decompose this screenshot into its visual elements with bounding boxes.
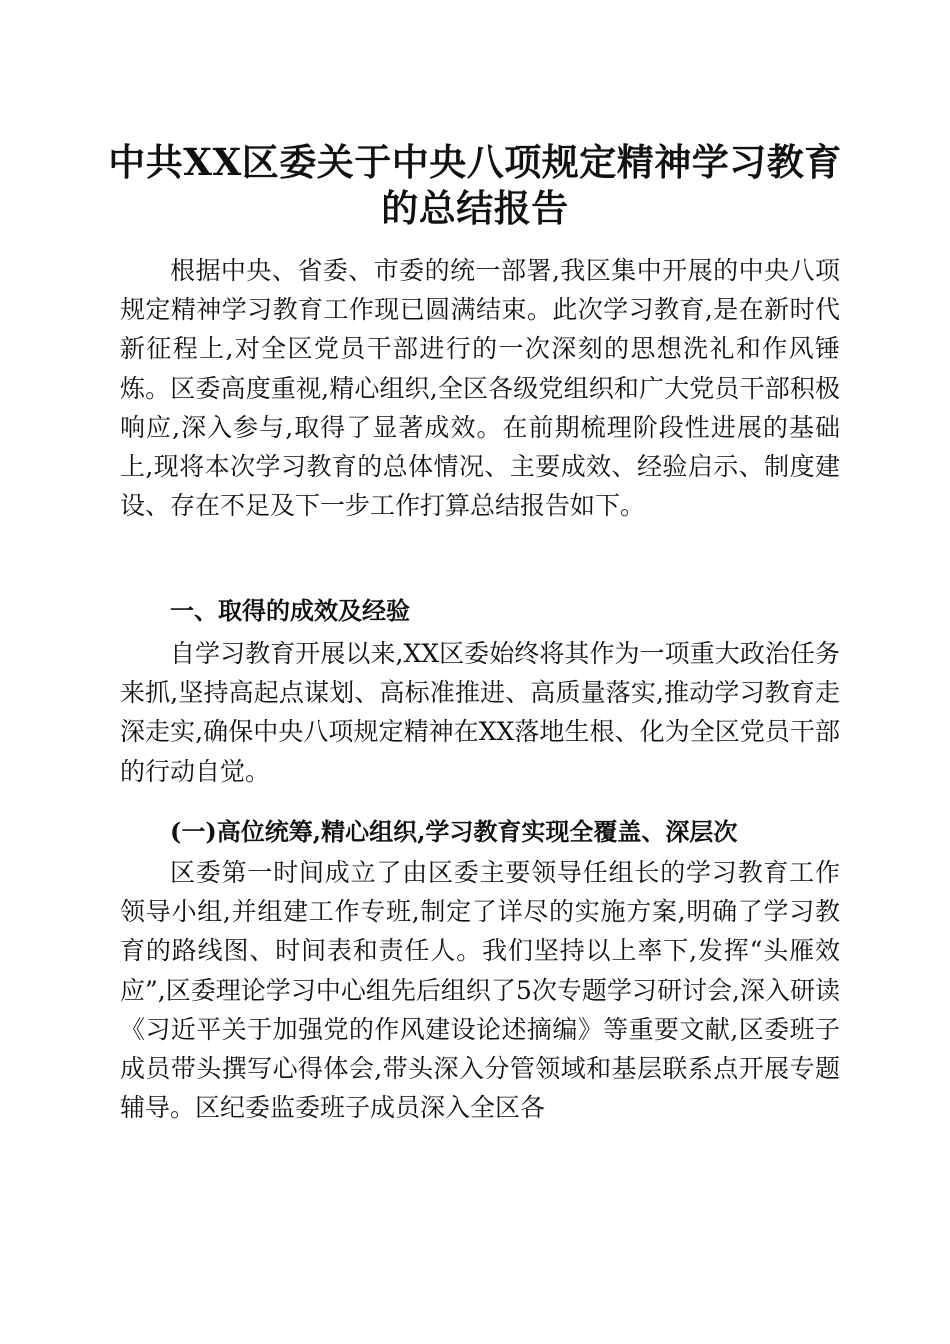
section-heading-1: 一、取得的成效及经验 (170, 597, 410, 625)
document-title-line1: 中共XX区委关于中央八项规定精神学习教育 (108, 140, 842, 184)
intro-paragraph: 根据中央、省委、市委的统一部署,我区集中开展的中央八项规定精神学习教育工作现已圆满结束。此次学习教育,是在新时代新征程上,对全区党员干部进行的一次深刻的思想洗礼和作风锤炼。区委高度重视,精心组织,全区各级党组织和广大党员干部积极响应,深入参与,取得了显著成效。在前期梳理阶段性进展的基础上,现将本次学习教育的总体情况、主要成效、经验启示、制度建设、存在不足及下一步工作打算总结报告如下。 (120, 256, 840, 521)
subsection-heading-1: (一)高位统筹,精心组织,学习教育实现全覆盖、深层次 (170, 817, 738, 846)
subsection-1-paragraph: 区委第一时间成立了由区委主要领导任组长的学习教育工作领导小组,并组建工作专班,制定了详尽的实施方案,明确了学习教育的路线图、时间表和责任人。我们坚持以上率下,发挥“头雁效应”,区委理论学习中心组先后组织了5次专题学习研讨会,深入研读《习近平关于加强党的作风建设论述摘编》等重要文献,区委班子成员带头撰写心得体会,带头深入分管领域和基层联系点开展专题辅导。区纪委监委班子成员深入全区各 (120, 858, 840, 1123)
document-title-line2: 的总结报告 (381, 186, 569, 230)
section-1-paragraph: 自学习教育开展以来,XX区委始终将其作为一项重大政治任务来抓,坚持高起点谋划、高标准推进、高质量落实,推动学习教育走深走实,确保中央八项规定精神在XX落地生根、化为全区党员干部的行动自觉。 (120, 639, 840, 786)
